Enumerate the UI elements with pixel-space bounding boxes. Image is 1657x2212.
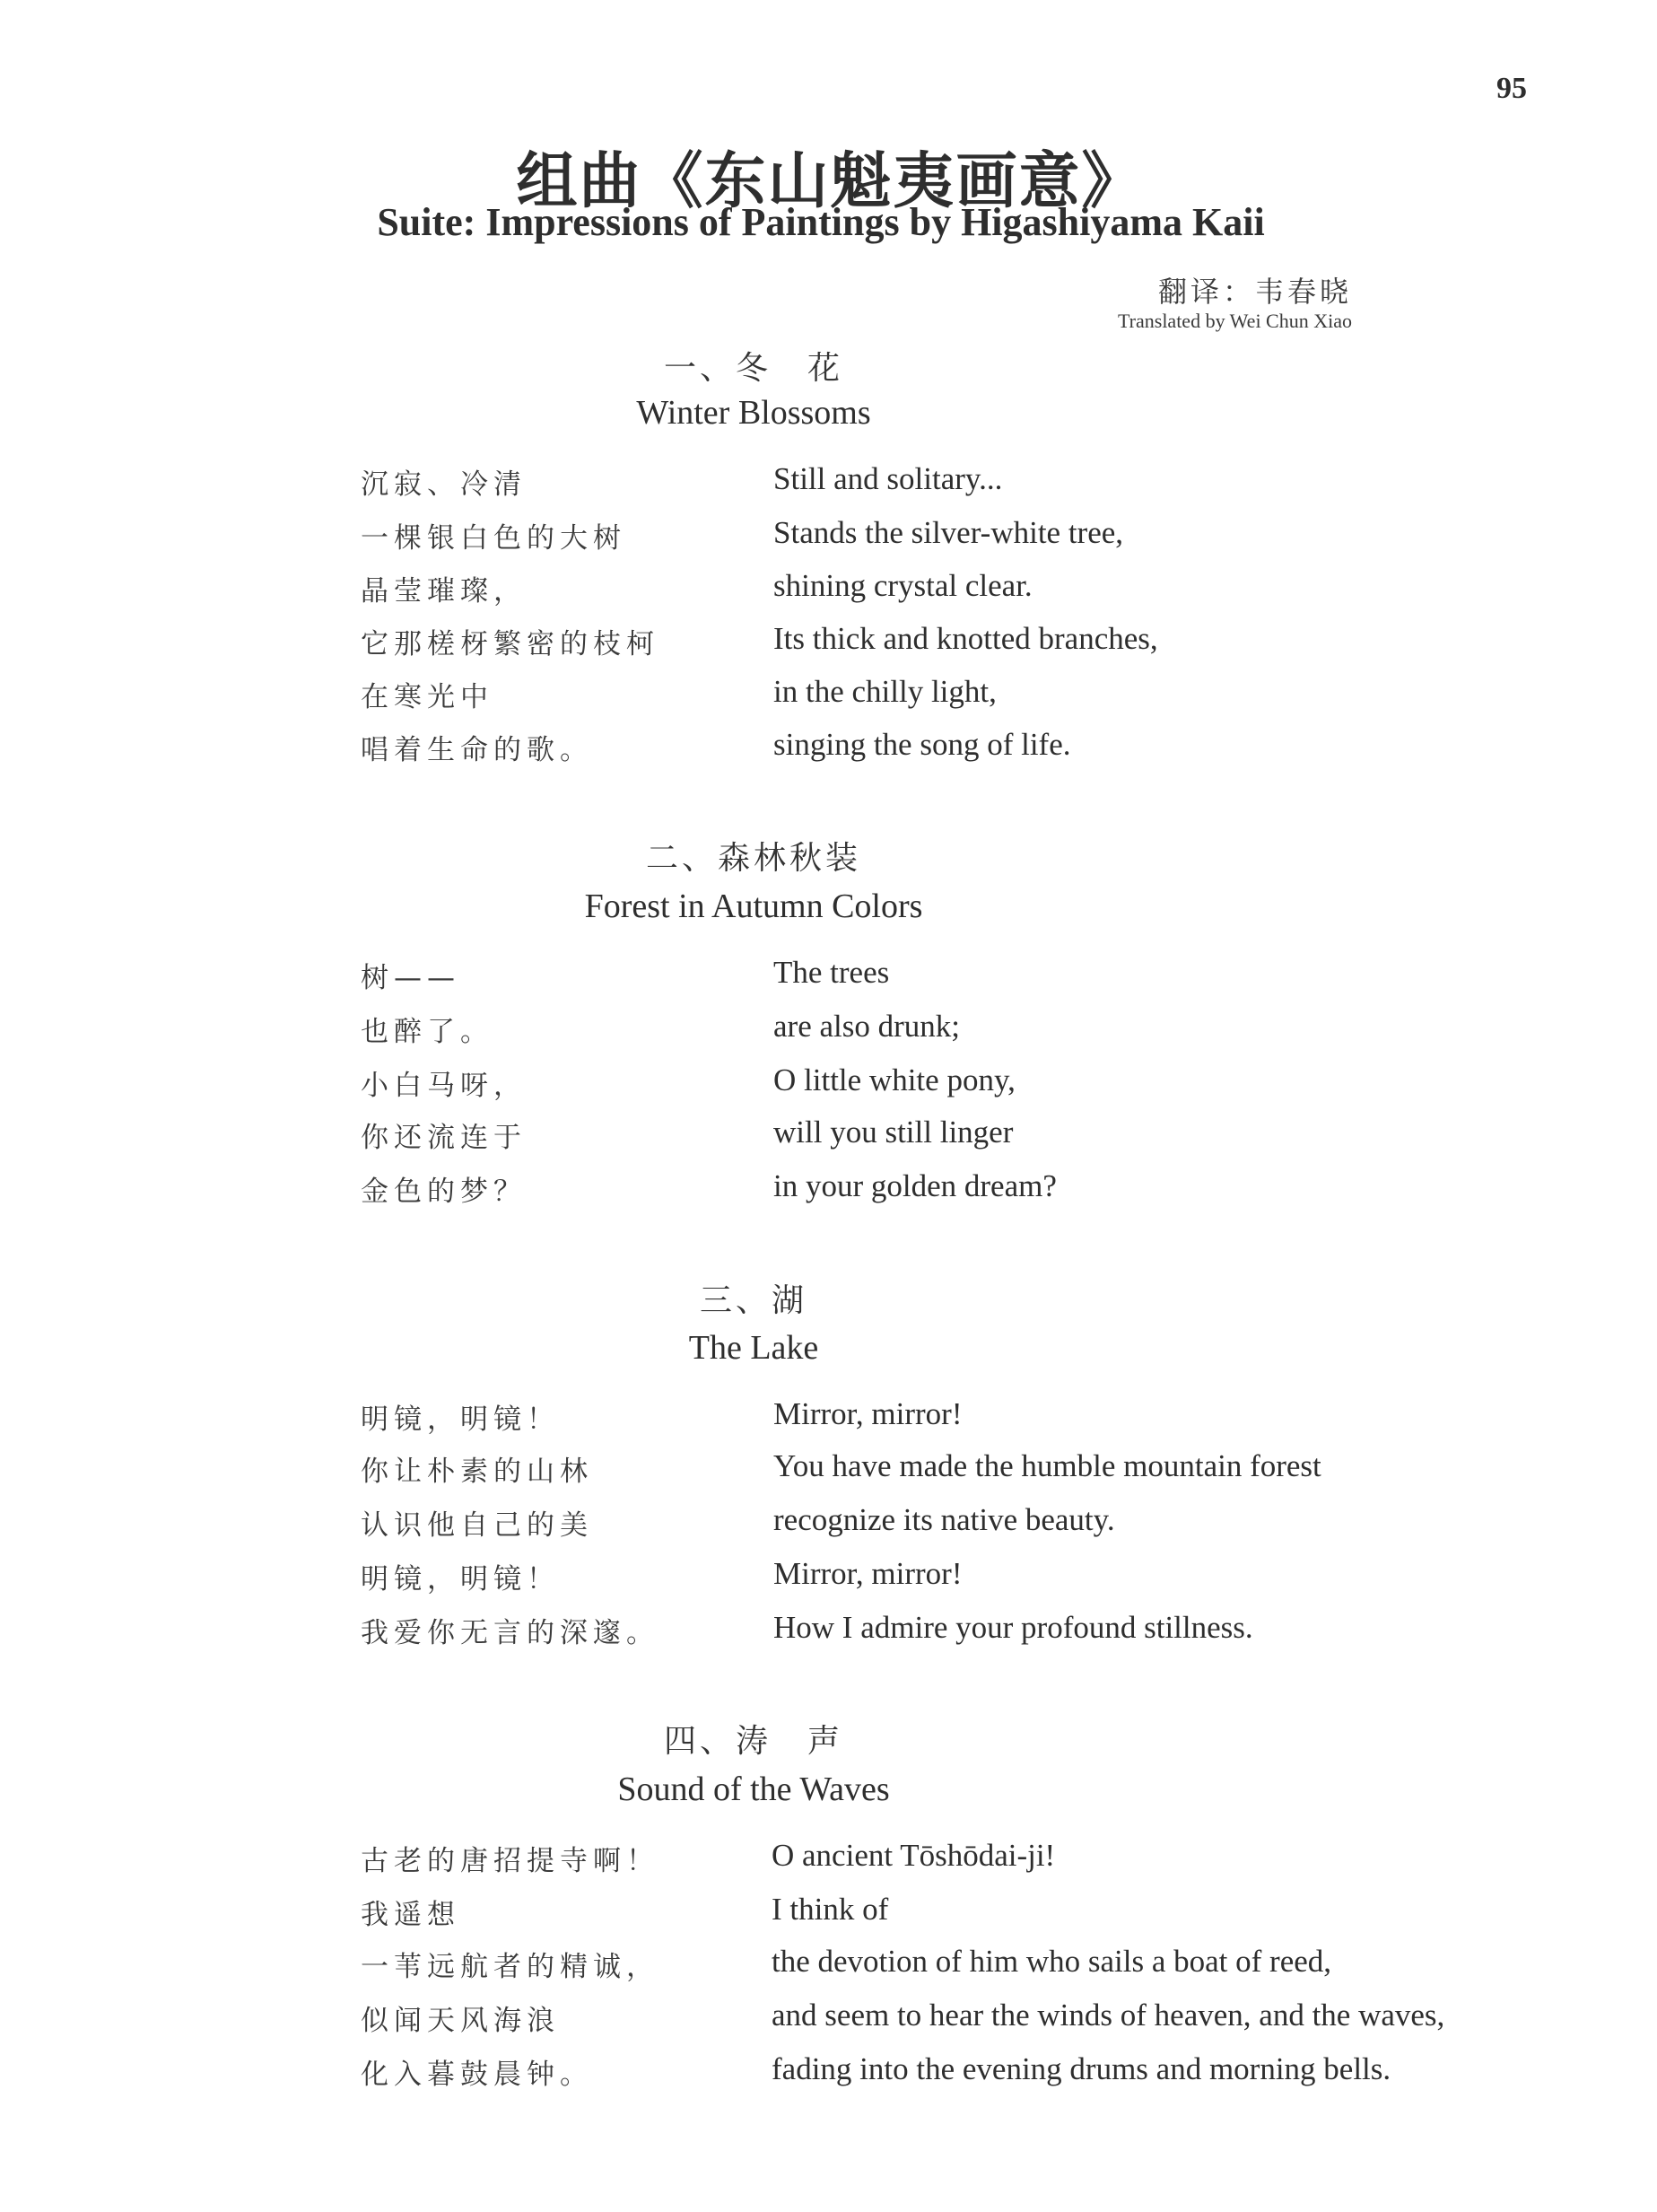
poem-line	[0, 1838, 1657, 1883]
poem-line	[0, 727, 1657, 772]
poem-line	[0, 1502, 1657, 1547]
line-english: in your golden dream?	[773, 1168, 1057, 1203]
line-english: You have made the humble mountain forest	[773, 1448, 1321, 1483]
line-english: The trees	[773, 955, 890, 990]
line-chinese: 古老的唐招提寺啊！	[361, 1845, 659, 1877]
line-chinese: 明镜，明镜！	[361, 1403, 560, 1436]
line-english: O little white pony,	[773, 1062, 1016, 1097]
line-english: will you still linger	[773, 1115, 1014, 1150]
line-chinese: 化入暮鼓晨钟。	[361, 2059, 593, 2091]
poem-line	[0, 1998, 1657, 2042]
line-english: Stands the silver-white tree,	[773, 515, 1124, 550]
line-chinese: 似闻天风海浪	[361, 2005, 560, 2037]
poem-line	[0, 674, 1657, 719]
line-english: singing the song of life.	[773, 727, 1071, 762]
line-english: Its thick and knotted branches,	[773, 621, 1158, 656]
poem-line	[0, 1944, 1657, 1989]
section-heading-chinese: 三、湖	[699, 1282, 807, 1319]
line-chinese: 也醉了。	[361, 1016, 493, 1048]
line-english: Mirror, mirror!	[773, 1396, 963, 1431]
poem-line	[0, 1396, 1657, 1441]
poem-line	[0, 1115, 1657, 1159]
line-english: and seem to hear the winds of heaven, and the waves,	[772, 1998, 1445, 2033]
poem-line	[0, 1062, 1657, 1107]
line-chinese: 认识他自己的美	[361, 1509, 593, 1542]
line-chinese: 小白马呀，	[361, 1070, 527, 1102]
translator-chinese: 翻译：韦春晓	[1157, 275, 1352, 309]
poem-line	[0, 955, 1657, 1000]
poem-line	[0, 1168, 1657, 1213]
line-chinese: 沉寂、冷清	[361, 468, 527, 501]
line-chinese: 它那槎枒繁密的枝柯	[361, 628, 659, 660]
line-chinese: 你还流连于	[361, 1122, 527, 1154]
line-chinese: 唱着生命的歌。	[361, 734, 593, 766]
line-chinese: 我遥想	[361, 1899, 460, 1931]
section-heading-chinese: 二、森林秋装	[645, 840, 861, 877]
page-number: 95	[1496, 72, 1527, 105]
poem-line	[0, 1009, 1657, 1054]
poem-line	[0, 1610, 1657, 1655]
line-english: recognize its native beauty.	[773, 1502, 1115, 1537]
section-heading-english: The Lake	[688, 1329, 819, 1367]
poem-line	[0, 461, 1657, 506]
line-chinese: 你让朴素的山林	[361, 1456, 593, 1488]
line-chinese: 金色的梦？	[361, 1176, 527, 1208]
section-heading-english: Sound of the Waves	[617, 1770, 890, 1808]
line-chinese: 晶莹璀璨，	[361, 575, 527, 608]
section-heading-chinese: 一、冬 花	[663, 350, 843, 387]
line-english: Still and solitary...	[773, 461, 1003, 496]
line-chinese: 一苇远航者的精诚，	[361, 1951, 659, 1983]
line-chinese: 在寒光中	[361, 681, 493, 713]
title-english: Suite: Impressions of Paintings by Higashiyama Kaii	[377, 200, 1265, 244]
section-heading-english: Winter Blossoms	[636, 394, 871, 432]
title-chinese: 组曲《东山魁夷画意》	[516, 145, 1145, 217]
translator-english: Translated by Wei Chun Xiao	[1118, 310, 1352, 332]
poem-line	[0, 1892, 1657, 1937]
line-chinese: 树——	[361, 962, 460, 994]
line-english: are also drunk;	[773, 1009, 960, 1044]
poem-line	[0, 621, 1657, 666]
line-english: in the chilly light,	[773, 674, 997, 709]
poem-line	[0, 515, 1657, 560]
line-chinese: 一棵银白色的大树	[361, 522, 626, 555]
line-english: How I admire your profound stillness.	[773, 1610, 1253, 1645]
section-heading-chinese: 四、涛 声	[663, 1723, 843, 1760]
line-english: fading into the evening drums and morning bells.	[772, 2051, 1391, 2086]
line-english: O ancient Tōshōdai-ji!	[772, 1838, 1056, 1873]
poem-line	[0, 2051, 1657, 2096]
line-english: the devotion of him who sails a boat of reed,	[772, 1944, 1332, 1979]
line-chinese: 明镜，明镜！	[361, 1563, 560, 1596]
poem-line	[0, 1448, 1657, 1493]
line-english: I think of	[772, 1892, 889, 1927]
line-english: Mirror, mirror!	[773, 1556, 963, 1591]
poem-line	[0, 1556, 1657, 1601]
line-english: shining crystal clear.	[773, 568, 1033, 603]
line-chinese: 我爱你无言的深邃。	[361, 1617, 659, 1649]
section-heading-english: Forest in Autumn Colors	[584, 887, 923, 925]
poem-line	[0, 568, 1657, 613]
